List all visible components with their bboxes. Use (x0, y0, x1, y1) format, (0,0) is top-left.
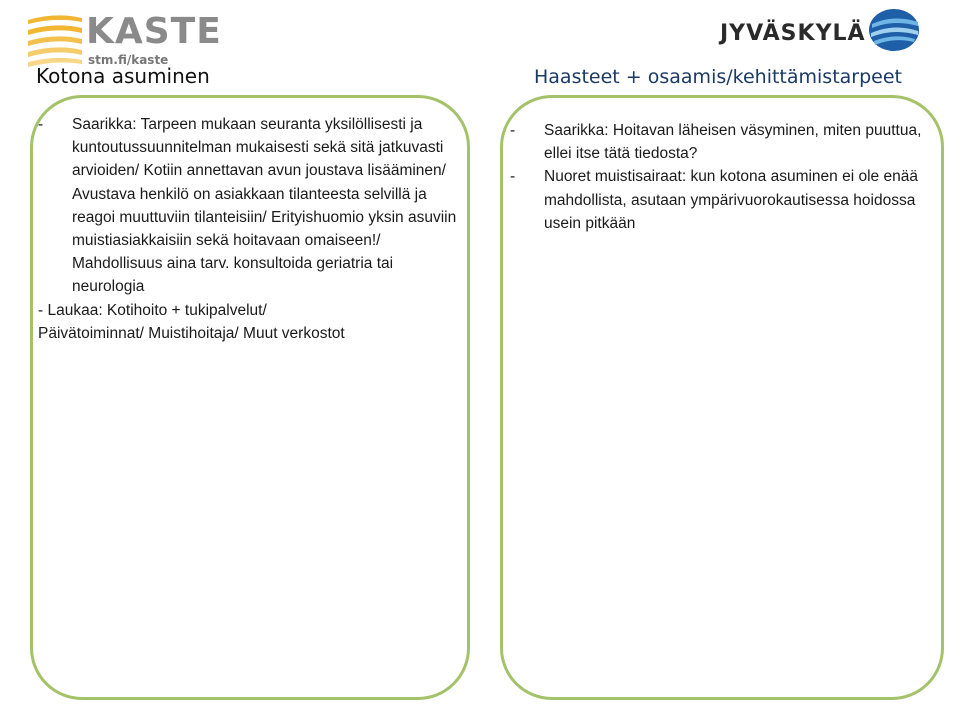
jyvaskyla-logo (720, 8, 920, 54)
bullet-dash: - (38, 116, 44, 133)
bullet-text: Nuoret muistisairaat: kun kotona asuminen ei ole enää mahdollista, asutaan ympärivuorokautisessa hoidossa usein pitkään (544, 168, 918, 232)
right-bullet (510, 119, 938, 165)
left-line-laukaa: - Laukaa: Kotihoito + tukipalvelut/ (38, 301, 267, 319)
kaste-rays-icon (26, 10, 84, 68)
left-line-networks: Päivätoiminnat/ Muistihoitaja/ Muut verkostot (38, 324, 345, 342)
right-heading: Haasteet + osaamis/kehittämistarpeet (534, 66, 903, 88)
left-panel-content (38, 113, 458, 345)
jyvaskyla-wordmark: JYVÄSKYLÄ (720, 21, 866, 46)
kaste-logo (26, 10, 222, 68)
left-heading: Kotona asuminen (36, 64, 210, 88)
kaste-wordmark: KASTE (86, 11, 222, 52)
right-bullet (510, 165, 938, 235)
jyvaskyla-emblem-icon (868, 8, 920, 52)
bullet-text: Saarikka: Tarpeen mukaan seuranta yksilöllisesti ja kuntoutussuunnitelman mukaisesti sekä sitä jatkuvasti arvioiden/ Kotiin annettavan avun joustava lisääminen/ Avustava henkilö on asiakkaan tilanteesta selvillä ja reagoi muuttuviin tilanteisiin/ Erityishuomio yksin asuviin muistiasiakkaisiin sekä hoitavaan omaiseen!/ Mahdollisuus aina tarv. konsultoida geriatria tai neurologia (72, 116, 457, 296)
left-bullet (38, 113, 458, 299)
kaste-url: stm.fi/kaste (88, 53, 169, 67)
bullet-dash: - (510, 168, 516, 186)
bullet-text: Saarikka: Hoitavan läheisen väsyminen, miten puuttua, ellei itse tätä tiedosta? (544, 122, 922, 163)
bullet-dash: - (510, 122, 516, 139)
right-panel-content (510, 119, 938, 235)
